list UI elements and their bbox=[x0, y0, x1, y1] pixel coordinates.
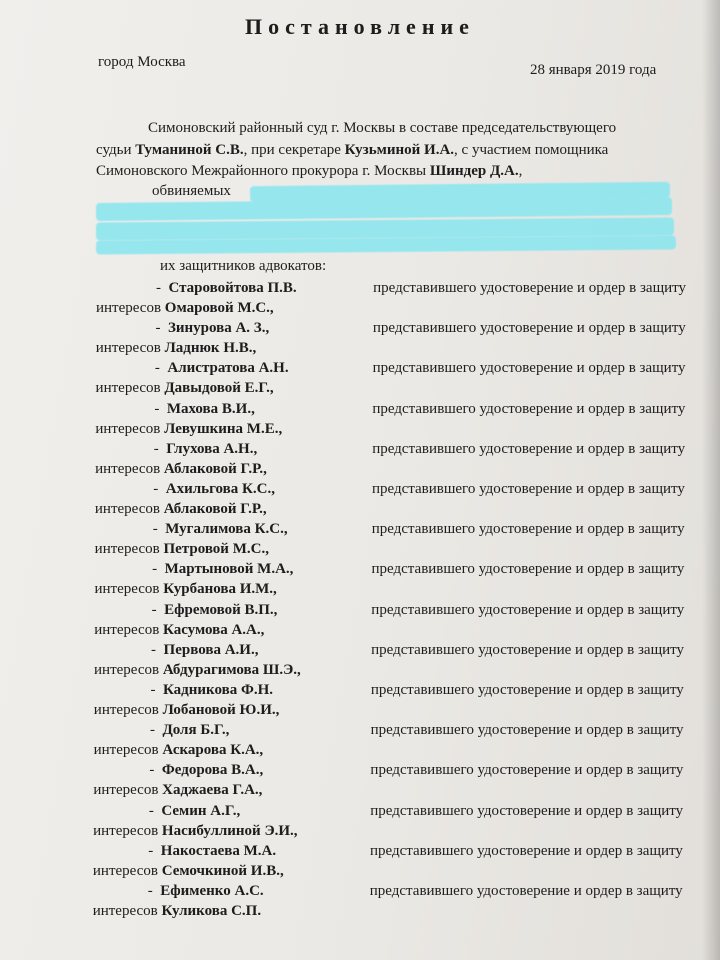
client-name: Давыдовой Е.Г., bbox=[164, 380, 274, 397]
defender-line bbox=[152, 602, 685, 619]
city: город Москва bbox=[98, 54, 186, 70]
client-prefix: интересов bbox=[94, 541, 160, 558]
secretary-name: Кузьминой И.А. bbox=[344, 142, 455, 158]
defender-name-group bbox=[152, 561, 293, 578]
client-line bbox=[95, 461, 267, 478]
dash: - bbox=[150, 682, 156, 698]
defender-name: Кадникова Ф.Н. bbox=[163, 682, 274, 698]
dash: - bbox=[155, 320, 161, 337]
client-line bbox=[94, 581, 276, 598]
text: , при секретаре bbox=[243, 142, 345, 158]
defender-role: представившего удостоверение и ордер в защиту bbox=[371, 561, 685, 578]
defender-name: Зинурова А. З., bbox=[167, 320, 270, 337]
intro-line-3 bbox=[96, 163, 522, 180]
client-name: Аблаковой Г.Р., bbox=[163, 501, 267, 517]
page-edge-shadow bbox=[702, 0, 720, 960]
dash: - bbox=[152, 521, 158, 538]
client-prefix: интересов bbox=[96, 300, 162, 316]
defender-name: Ахильгова К.С., bbox=[165, 481, 275, 497]
dash: - bbox=[151, 641, 157, 658]
client-name: Левушкина М.Е., bbox=[164, 420, 283, 437]
client-name: Ладнюк Н.В., bbox=[164, 340, 257, 357]
client-line bbox=[93, 782, 262, 799]
defender-name: Федорова В.А., bbox=[161, 762, 264, 779]
defender-role: представившего удостоверение и ордер в защиту bbox=[370, 682, 684, 698]
client-prefix: интересов bbox=[92, 903, 158, 919]
dash: - bbox=[147, 883, 153, 899]
defender-name: Первова А.И., bbox=[163, 641, 259, 658]
client-prefix: интересов bbox=[95, 340, 161, 357]
client-line bbox=[95, 421, 282, 438]
defender-name-group bbox=[154, 441, 257, 458]
client-prefix: интересов bbox=[94, 621, 160, 638]
defender-line bbox=[148, 883, 683, 900]
dash: - bbox=[153, 440, 159, 457]
defender-role: представившего удостоверение и ордер в защиту bbox=[373, 280, 686, 296]
defender-role: представившего удостоверение и ордер в защиту bbox=[371, 521, 685, 538]
defender-name: Накостаева М.А. bbox=[160, 842, 277, 859]
defender-line bbox=[153, 481, 685, 498]
defender-name: Алистратова А.Н. bbox=[167, 360, 289, 377]
defender-name: Семин А.Г., bbox=[161, 802, 241, 819]
defender-name: Махова В.И., bbox=[166, 400, 255, 417]
defender-role: представившего удостоверение и ордер в защиту bbox=[372, 400, 686, 417]
defender-line bbox=[150, 722, 684, 739]
defender-line bbox=[148, 843, 683, 860]
text: , bbox=[518, 163, 523, 179]
defender-role: представившего удостоверение и ордер в защиту bbox=[369, 883, 683, 899]
client-prefix: интересов bbox=[95, 460, 161, 477]
defender-name: Мугалимова К.С., bbox=[165, 521, 288, 538]
client-prefix: интересов bbox=[94, 501, 160, 517]
defender-name-group bbox=[149, 803, 240, 820]
defender-line bbox=[151, 642, 684, 659]
client-line bbox=[93, 823, 297, 840]
intro-line-1: Симоновский районный суд г. Москвы в составе председательствующего bbox=[148, 120, 617, 136]
defender-line bbox=[153, 521, 685, 538]
defender-line bbox=[154, 441, 685, 458]
defender-name: Мартыновой М.А., bbox=[164, 561, 294, 578]
defender-role: представившего удостоверение и ордер в защиту bbox=[372, 320, 686, 337]
client-line bbox=[96, 340, 256, 357]
dash: - bbox=[148, 802, 154, 819]
dash: - bbox=[154, 360, 160, 377]
text: судьи bbox=[96, 142, 136, 158]
defender-name-group bbox=[151, 642, 258, 659]
client-line bbox=[94, 702, 280, 719]
defender-name-group bbox=[155, 360, 289, 377]
client-name: Аскарова К.А., bbox=[162, 742, 264, 759]
defender-role: представившего удостоверение и ордер в защиту bbox=[372, 360, 686, 377]
defender-name-group bbox=[150, 722, 229, 739]
accused-label: обвиняемых bbox=[152, 183, 231, 199]
defender-role: представившего удостоверение и ордер в защиту bbox=[370, 722, 684, 739]
defender-line bbox=[152, 561, 684, 578]
client-line bbox=[95, 541, 269, 558]
defender-role: представившего удостоверение и ордер в защиту bbox=[371, 601, 685, 618]
defender-line bbox=[149, 803, 683, 820]
defender-line bbox=[156, 280, 686, 297]
defender-line bbox=[155, 360, 686, 377]
document-title: Постановление bbox=[245, 14, 475, 39]
dash: - bbox=[151, 601, 157, 618]
defenders-label: их защитников адвокатов: bbox=[160, 258, 327, 274]
judge-name: Туманиной С.В. bbox=[135, 142, 244, 158]
client-line bbox=[93, 903, 261, 920]
client-name: Семочкиной И.В., bbox=[161, 862, 284, 879]
defender-name-group bbox=[152, 602, 278, 619]
defender-role: представившего удостоверение и ордер в защиту bbox=[371, 641, 685, 658]
client-name: Омаровой М.С., bbox=[164, 300, 274, 316]
client-line bbox=[94, 622, 264, 639]
defender-name-group bbox=[154, 401, 255, 418]
client-name: Петровой М.С., bbox=[163, 541, 269, 558]
defender-name-group bbox=[155, 320, 269, 337]
client-name: Куликова С.П. bbox=[161, 903, 262, 919]
client-name: Лобановой Ю.И., bbox=[162, 702, 280, 718]
dash: - bbox=[153, 481, 159, 497]
defender-line bbox=[151, 682, 684, 699]
defender-name-group bbox=[156, 280, 297, 297]
intro-line-2 bbox=[96, 142, 608, 159]
dash: - bbox=[156, 280, 161, 296]
client-prefix: интересов bbox=[94, 661, 160, 678]
defender-line bbox=[149, 762, 683, 779]
dash: - bbox=[154, 400, 160, 417]
dash: - bbox=[149, 722, 155, 739]
defender-name: Ефименко А.С. bbox=[160, 883, 264, 899]
defender-name-group bbox=[148, 883, 264, 900]
client-prefix: интересов bbox=[95, 420, 161, 437]
defender-name: Глухова А.Н., bbox=[166, 440, 258, 457]
defender-line bbox=[154, 401, 685, 418]
client-prefix: интересов bbox=[94, 581, 160, 598]
defender-role: представившего удостоверение и ордер в защиту bbox=[370, 762, 684, 779]
client-prefix: интересов bbox=[93, 822, 159, 839]
defender-role: представившего удостоверение и ордер в защиту bbox=[370, 802, 684, 819]
defender-line bbox=[155, 320, 685, 337]
dash: - bbox=[148, 842, 154, 859]
client-prefix: интересов bbox=[95, 380, 161, 397]
defender-role: представившего удостоверение и ордер в защиту bbox=[371, 481, 685, 497]
defender-name-group bbox=[149, 762, 263, 779]
defender-role: представившего удостоверение и ордер в защиту bbox=[372, 440, 686, 457]
client-name: Аблаковой Г.Р., bbox=[163, 460, 267, 477]
dash: - bbox=[152, 561, 158, 578]
client-name: Курбанова И.М., bbox=[163, 581, 277, 598]
defender-role: представившего удостоверение и ордер в защиту bbox=[369, 842, 683, 859]
client-line bbox=[96, 300, 274, 317]
client-line bbox=[93, 863, 284, 880]
defender-name: Старовойтова П.В. bbox=[168, 280, 297, 296]
client-prefix: интересов bbox=[93, 782, 159, 799]
client-name: Хаджаева Г.А., bbox=[162, 782, 263, 799]
defender-name: Ефремовой В.П., bbox=[164, 601, 278, 618]
dash: - bbox=[149, 762, 155, 779]
text: Симоновского Межрайонного прокурора г. Москвы bbox=[96, 163, 430, 179]
defender-name-group bbox=[153, 481, 275, 498]
client-name: Насибуллиной Э.И., bbox=[161, 822, 298, 839]
date: 28 января 2019 года bbox=[530, 62, 657, 78]
defender-name-group bbox=[148, 843, 276, 860]
client-prefix: интересов bbox=[93, 702, 159, 718]
defender-name-group bbox=[151, 682, 274, 699]
client-prefix: интересов bbox=[93, 742, 159, 759]
defender-name-group bbox=[153, 521, 288, 538]
client-prefix: интересов bbox=[92, 862, 158, 879]
client-line bbox=[94, 662, 301, 679]
client-name: Абдурагимова Ш.Э., bbox=[162, 661, 301, 678]
client-line bbox=[96, 380, 274, 397]
text: , с участием помощника bbox=[454, 142, 609, 158]
client-name: Касумова А.А., bbox=[163, 621, 265, 638]
client-line bbox=[94, 742, 264, 759]
defender-name: Доля Б.Г., bbox=[162, 722, 230, 739]
prosecutor-name: Шиндер Д.А. bbox=[429, 163, 519, 179]
client-line bbox=[95, 501, 267, 518]
